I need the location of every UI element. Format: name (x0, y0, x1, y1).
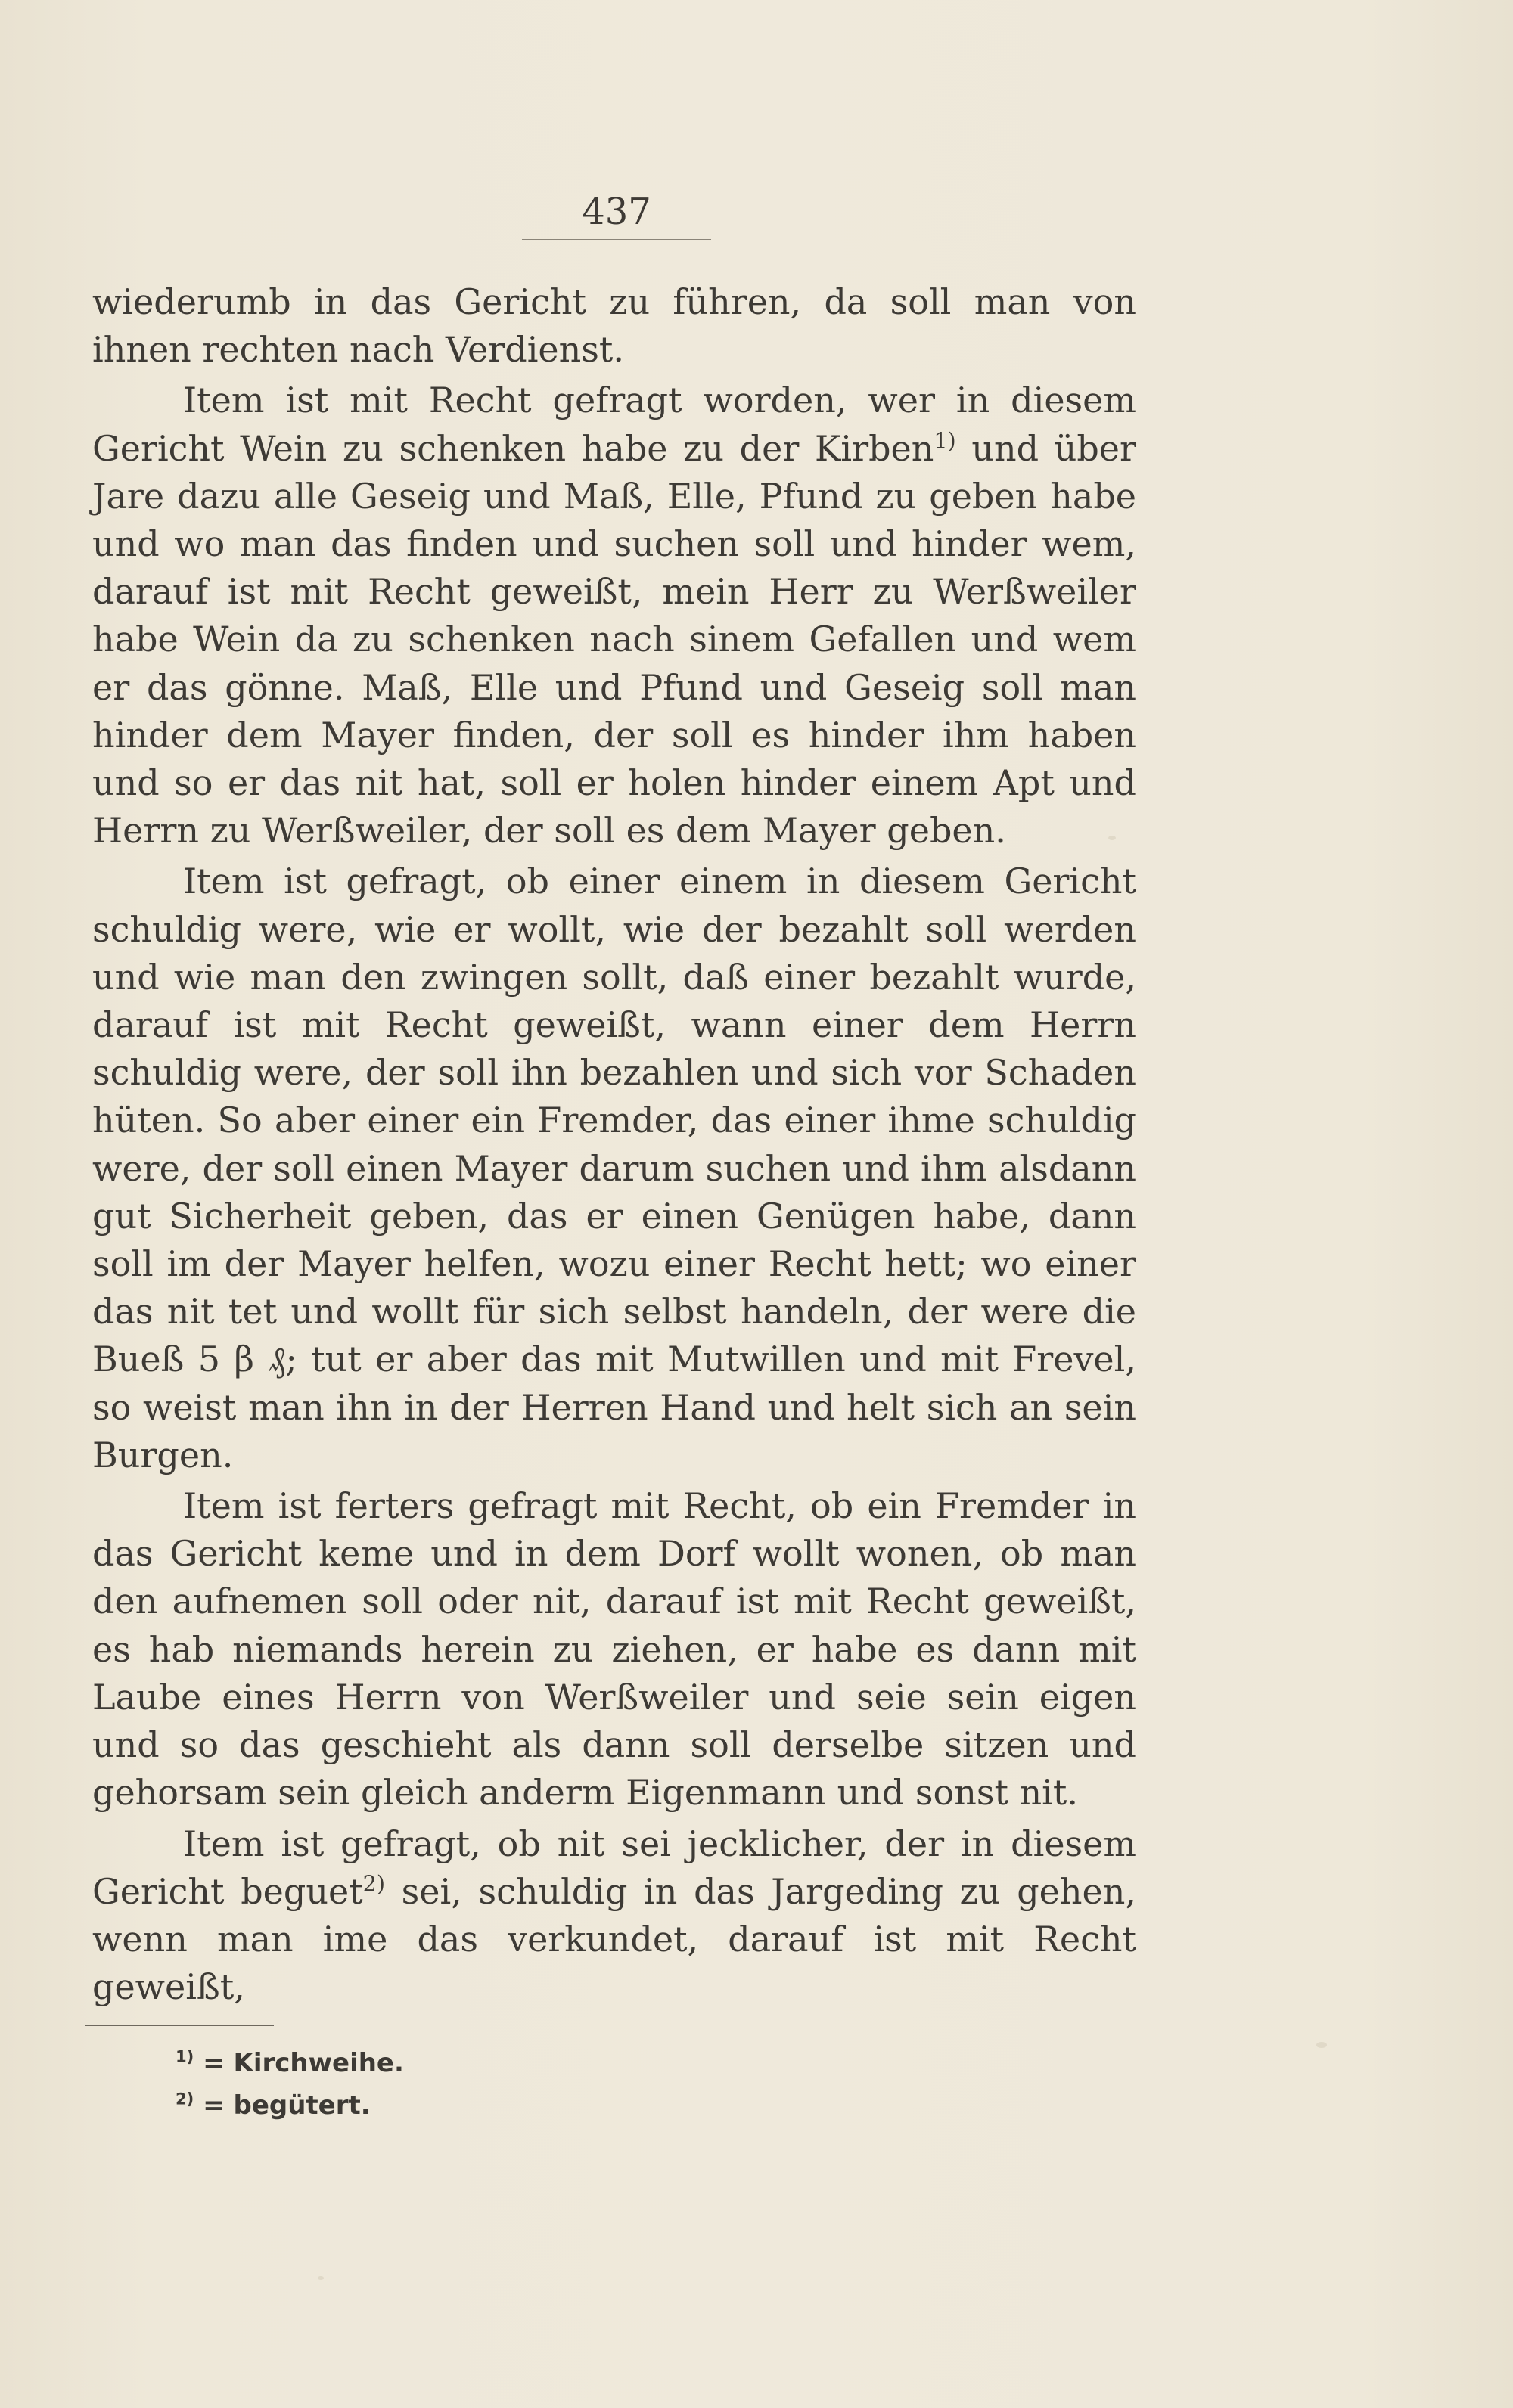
footnote-1 (176, 2042, 705, 2084)
footnote-ref-2: 2) (362, 1871, 385, 1897)
paragraph-2 (92, 377, 1136, 855)
paragraph-2-text-before: Item ist mit Recht gefragt worden, wer in diesem Gericht Wein zu schenken habe zu der Kirben (92, 380, 1136, 469)
footnote-2 (176, 2084, 705, 2127)
header-rule (522, 239, 711, 240)
paper-speck (1108, 836, 1116, 840)
paragraph-2-text-after: und über Jare dazu alle Geseig und Maß, Elle, Pfund zu geben habe und wo man das finden und suchen soll und hinder wem, darauf ist mit Recht geweißt, mein Herr zu Werßweiler habe Wein da zu schenken nach sinem Gefallen und wem er das gönne. Maß, Elle und Pfund und Geseig soll man hinder dem Mayer finden, der soll es hinder ihm haben und so er das nit hat, soll er holen hinder einem Apt und Herrn zu Werßweiler, der soll es dem Mayer geben. (92, 427, 1136, 852)
body-text (92, 278, 1136, 2011)
paragraph-1: wiederumb in das Gericht zu führen, da soll man von ihnen rechten nach Verdienst. (92, 281, 1136, 371)
paper-speck (318, 2276, 324, 2280)
paragraph-5-text-before: Item ist gefragt, ob nit sei jecklicher, der in diesem Gericht beguet (92, 1823, 1136, 1912)
paragraph-5 (92, 1820, 1136, 2012)
footnote-ref-1: 1) (934, 428, 956, 454)
footnote-2-text: = begütert. (194, 2090, 371, 2121)
paper-speck (1316, 2042, 1327, 2048)
footnote-2-marker: 2) (176, 2089, 194, 2109)
paragraph-5-text-after: sei, schuldig in das Jargeding zu gehen, wenn man ime das verkundet, darauf ist mit Recht geweißt, (92, 1870, 1136, 2008)
footnote-1-text: = Kirchweihe. (194, 2048, 404, 2078)
page-number: 437 (582, 191, 651, 233)
footnote-rule (85, 2025, 274, 2026)
footnote-1-marker: 1) (176, 2046, 194, 2066)
paragraph-4: Item ist ferters gefragt mit Recht, ob ein Fremder in das Gericht keme und in dem Dorf wollt wonen, ob man den aufnemen soll oder nit, darauf ist mit Recht geweißt, es hab niemands herein zu ziehen, er habe es dann mit Laube eines Herrn von Werßweiler und seie sein eigen und so das geschieht als dann soll derselbe sitzen und gehorsam sein gleich anderm Eigenmann und sonst nit. (92, 1485, 1136, 1814)
footnotes (176, 2042, 705, 2127)
paragraph-3: Item ist gefragt, ob einer einem in diesem Gericht schuldig were, wie er wollt, wie der bezahlt soll werden und wie man den zwingen sollt, daß einer bezahlt wurde, darauf ist mit Recht geweißt, wann einer dem Herrn schuldig were, der soll ihn bezahlen und sich vor Schaden hüten. So aber einer ein Fremder, das einer ihme schuldig were, der soll einen Mayer darum suchen und ihm alsdann gut Sicherheit geben, das er einen Genügen habe, dann soll im der Mayer helfen, wozu einer Recht hett; wo einer das nit tet und wollt für sich selbst handeln, der were die Bueß 5 β ₰; tut er aber das mit Mutwillen und mit Frevel, so weist man ihn in der Herren Hand und helt sich an sein Burgen. (92, 861, 1136, 1476)
